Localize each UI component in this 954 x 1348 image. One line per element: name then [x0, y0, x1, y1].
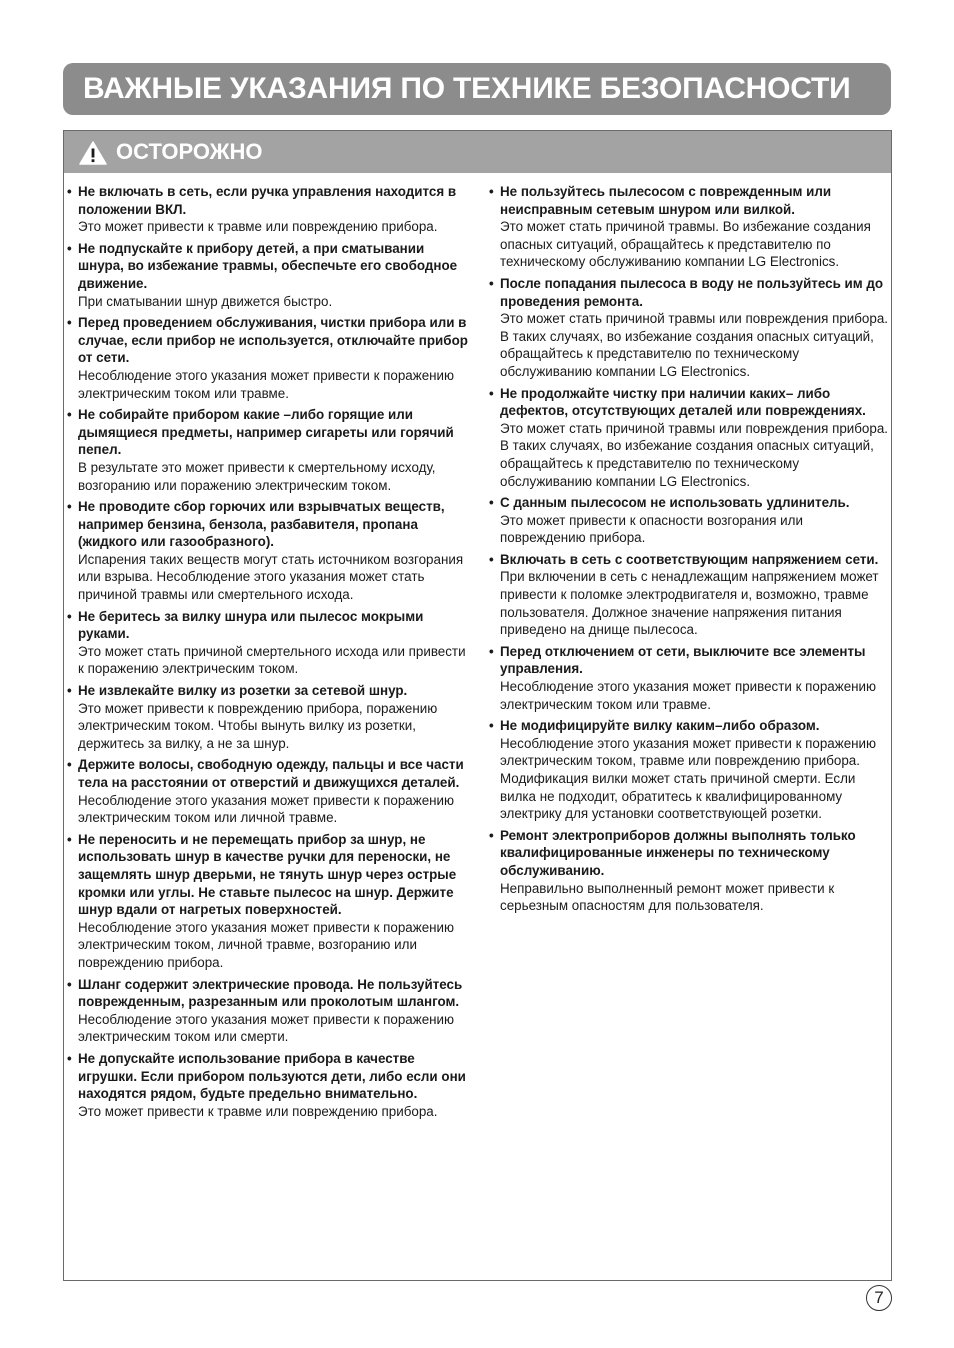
safety-item-title: Шланг содержит электрические провода. Не пользуйтесь поврежденным, разрезанным или проколотым шлангом. — [78, 976, 463, 1010]
safety-item-body: Неправильно выполненный ремонт может привести к серьезным опасностям для пользователя. — [500, 880, 835, 914]
safety-item — [489, 275, 889, 381]
caution-label: ОСТОРОЖНО — [116, 139, 263, 164]
safety-item-body: При сматывании шнур движется быстро. — [78, 293, 333, 309]
safety-frame — [63, 130, 892, 1281]
safety-item — [67, 314, 469, 402]
safety-item-title: Держите волосы, свободную одежду, пальцы и все части тела на расстоянии от отверстий и движущихся деталей. — [78, 757, 464, 790]
safety-item-body: Это может стать причиной травмы или повреждения прибора. В таких случаях, во избежание создания опасных ситуаций, обращайтесь к представителю по техническому обслуживанию компании LG Electronics. — [500, 311, 888, 379]
safety-item-body: Это может стать причиной травмы. Во избежание создания опасных ситуаций, обращайтесь к представителю по техническому обслуживанию компании LG Electronics. — [500, 219, 871, 270]
safety-item — [67, 682, 469, 752]
page-title: ВАЖНЫЕ УКАЗАНИЯ ПО ТЕХНИКЕ БЕЗОПАСНОСТИ — [83, 72, 851, 105]
safety-item-title: Не модифицируйте вилку каким–либо образом. — [500, 718, 820, 734]
bullet-marker: • — [489, 495, 494, 511]
safety-item-title: После попадания пылесоса в воду не пользуйтесь им до проведения ремонта. — [500, 275, 884, 309]
safety-item — [67, 498, 469, 604]
safety-item — [67, 183, 469, 236]
safety-item-title: Не проводите сбор горючих или взрывчатых веществ, например бензина, бензола, разбавителя, пропана (жидкого или газообразного). — [78, 499, 445, 550]
safety-item — [67, 976, 469, 1046]
safety-item-title: С данным пылесосом не использовать удлинитель. — [500, 495, 850, 511]
safety-item-title: Не собирайте прибором какие –либо горящие или дымящиеся предметы, например сигареты или горячий пепел. — [78, 407, 454, 458]
safety-item-body: Несоблюдение этого указания может привести к поражению электрическим током, личной травме, возгоранию или повреждению прибора. — [78, 919, 455, 970]
bullet-marker: • — [67, 683, 72, 699]
safety-item-body: Это может привести к опасности возгорания или повреждению прибора. — [500, 512, 803, 546]
safety-item-title: Не включать в сеть, если ручка управления находится в положении ВКЛ. — [78, 184, 457, 217]
bullet-marker: • — [489, 551, 494, 567]
safety-item-title: Перед проведением обслуживания, чистки прибора или в случае, если прибор не используется, отключайте прибор от сети. — [78, 315, 468, 366]
safety-item-title: Не беритесь за вилку шнура или пылесос мокрыми руками. — [78, 608, 424, 642]
safety-item — [67, 240, 469, 310]
bullet-marker: • — [67, 315, 72, 331]
bullet-marker: • — [67, 976, 72, 992]
bullet-marker: • — [67, 1050, 72, 1066]
safety-item-body: Это может привести к травме или повреждению прибора. — [78, 219, 438, 235]
bullet-marker: • — [67, 757, 72, 773]
safety-item-title: Ремонт электроприборов должны выполнять только квалифицированные инженеры по техническому обслуживанию. — [500, 827, 856, 878]
left-column — [67, 183, 469, 1124]
safety-item — [67, 608, 469, 678]
safety-item — [489, 551, 889, 639]
bullet-marker: • — [67, 608, 72, 624]
safety-item-title: Не пользуйтесь пылесосом с поврежденным или неисправным сетевым шнуром или вилкой. — [500, 184, 832, 217]
page-number: 7 — [866, 1285, 892, 1311]
safety-item-title: Перед отключением от сети, выключите все элементы управления. — [500, 643, 866, 677]
safety-item-title: Не извлекайте вилку из розетки за сетевой шнур. — [78, 683, 408, 699]
safety-item-body: Испарения таких веществ могут стать источником возгорания или взрыва. Несоблюдение этого указания может стать причиной травмы или смертельного исхода. — [78, 551, 464, 603]
bullet-marker: • — [67, 407, 72, 423]
safety-item — [489, 385, 889, 491]
bullet-marker: • — [489, 275, 494, 291]
safety-item-body: Это может стать причиной травмы или повреждения прибора. В таких случаях, во избежание создания опасных ситуаций, обращайтесь к представителю по техническому обслуживанию компании LG Electronics. — [500, 420, 888, 489]
safety-item — [489, 717, 889, 823]
bullet-marker: • — [489, 718, 494, 734]
safety-item-body: В результате это может привести к смертельному исходу, возгоранию или поражению электрическим током. — [78, 459, 436, 493]
safety-item — [67, 1050, 469, 1120]
safety-item-body: Это может стать причиной смертельного исхода или привести к поражению электрическим током. — [78, 643, 466, 677]
safety-item-title: Не допускайте использование прибора в качестве игрушки. Если прибором пользуются дети, либо если они находятся рядом, будьте предельно внимательно. — [78, 1050, 466, 1102]
safety-item — [67, 756, 469, 826]
bullet-marker: • — [67, 184, 72, 199]
title-bar — [63, 63, 891, 115]
bullet-marker: • — [67, 831, 72, 847]
safety-item — [489, 827, 889, 915]
caution-bar — [64, 131, 891, 173]
safety-item — [67, 831, 469, 972]
safety-item-title: Включать в сеть с соответствующим напряжением сети. — [500, 551, 879, 567]
safety-item — [67, 406, 469, 494]
bullet-marker: • — [489, 184, 494, 199]
bullet-marker: • — [489, 827, 494, 843]
safety-item-title: Не переносить и не перемещать прибор за шнур, не использовать шнур в качестве ручки для переноски, не защемлять шнур дверьми, не тянуть шнур через острые кромки или углы. Не ставьте пылесос на шнур. Держите шнур вдали от нагретых поверхностей. — [78, 831, 457, 918]
safety-item-body: Это может привести к травме или повреждению прибора. — [78, 1103, 438, 1119]
safety-item-body: Несоблюдение этого указания может привести к поражению электрическим током или травме. — [500, 679, 877, 712]
right-column — [489, 183, 889, 919]
safety-item — [489, 183, 889, 271]
safety-item — [489, 494, 889, 547]
safety-item-body: Это может привести к повреждению прибора, поражению электрическим током. Чтобы вынуть вилку из розетки, держитесь за вилку, а не за шнур. — [78, 700, 438, 751]
bullet-marker: • — [67, 499, 72, 515]
bullet-marker: • — [489, 643, 494, 659]
bullet-marker: • — [67, 240, 72, 256]
safety-item-body: Несоблюдение этого указания может привести к поражению электрическим током или смерти. — [78, 1011, 455, 1045]
safety-item-body: Несоблюдение этого указания может привести к поражению электрическим током, травме или повреждению прибора. Модификация вилки может стать причиной смерти. Если вилка не подходит, обратитесь к квалифицированному электрику для установки соответствующей розетки. — [500, 735, 877, 822]
bullet-marker: • — [489, 385, 494, 401]
warning-triangle-icon — [78, 140, 108, 166]
safety-item-title: Не продолжайте чистку при наличии каких– либо дефектов, отсутствующих деталей или повреждениях. — [500, 385, 866, 419]
safety-item — [489, 643, 889, 713]
safety-item-body: При включении в сеть с ненадлежащим напряжением может привести к поломке электродвигателя и, возможно, травме пользователя. Должное значение напряжения питания приведено на днище пылесоса. — [500, 569, 879, 638]
safety-item-title: Не подпускайте к прибору детей, а при сматывании шнура, во избежание травмы, обеспечьте его свободное движение. — [78, 240, 458, 291]
safety-item-body: Несоблюдение этого указания может привести к поражению электрическим током или травме. — [78, 367, 455, 401]
safety-item-body: Несоблюдение этого указания может привести к поражению электрическим током или личной травме. — [78, 792, 455, 826]
